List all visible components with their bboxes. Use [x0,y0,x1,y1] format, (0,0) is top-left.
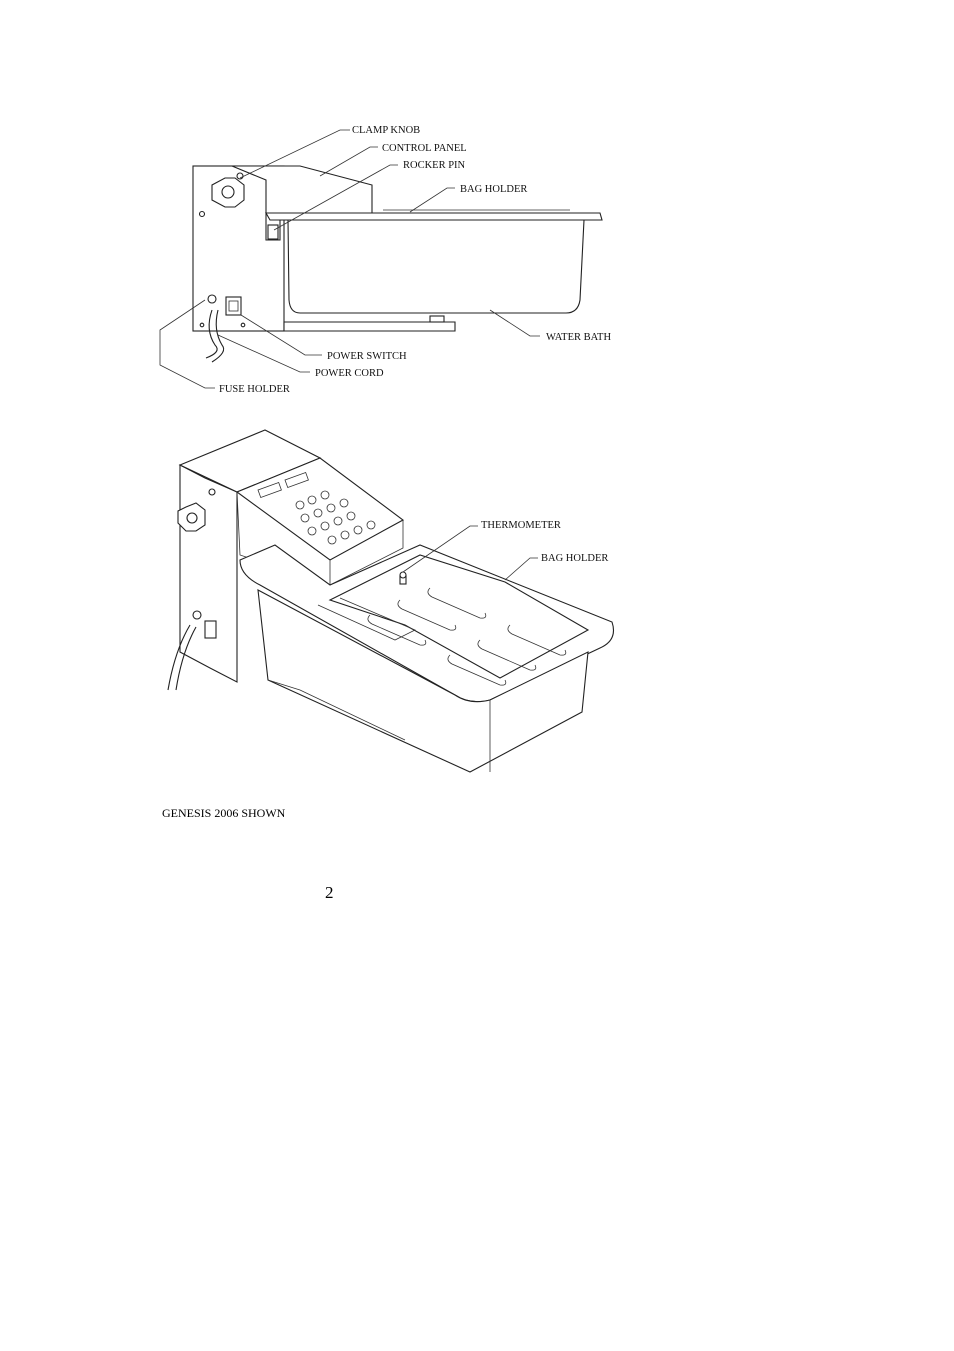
control-panel-label: CONTROL PANEL [382,143,467,154]
power-switch-label: POWER SWITCH [327,351,407,362]
water-bath-label: WATER BATH [546,332,612,343]
clamp-knob-label: CLAMP KNOB [352,125,421,136]
power-cord-label: POWER CORD [315,368,384,379]
bag-holder-label: BAG HOLDER [460,184,528,195]
iso-side-frame [180,465,237,682]
fuse-holder-label: FUSE HOLDER [219,384,290,395]
figure-caption: GENESIS 2006 SHOWN [162,806,286,820]
thermometer-label: THERMOMETER [481,520,561,531]
bag-holder-label-bottom: BAG HOLDER [541,553,609,564]
rocker-pin-label: ROCKER PIN [403,160,466,171]
iso-power-switch-icon [205,621,216,638]
page-number: 2 [325,883,334,902]
thermometer-icon [400,572,406,584]
iso-fuse-holder-icon [193,611,201,619]
